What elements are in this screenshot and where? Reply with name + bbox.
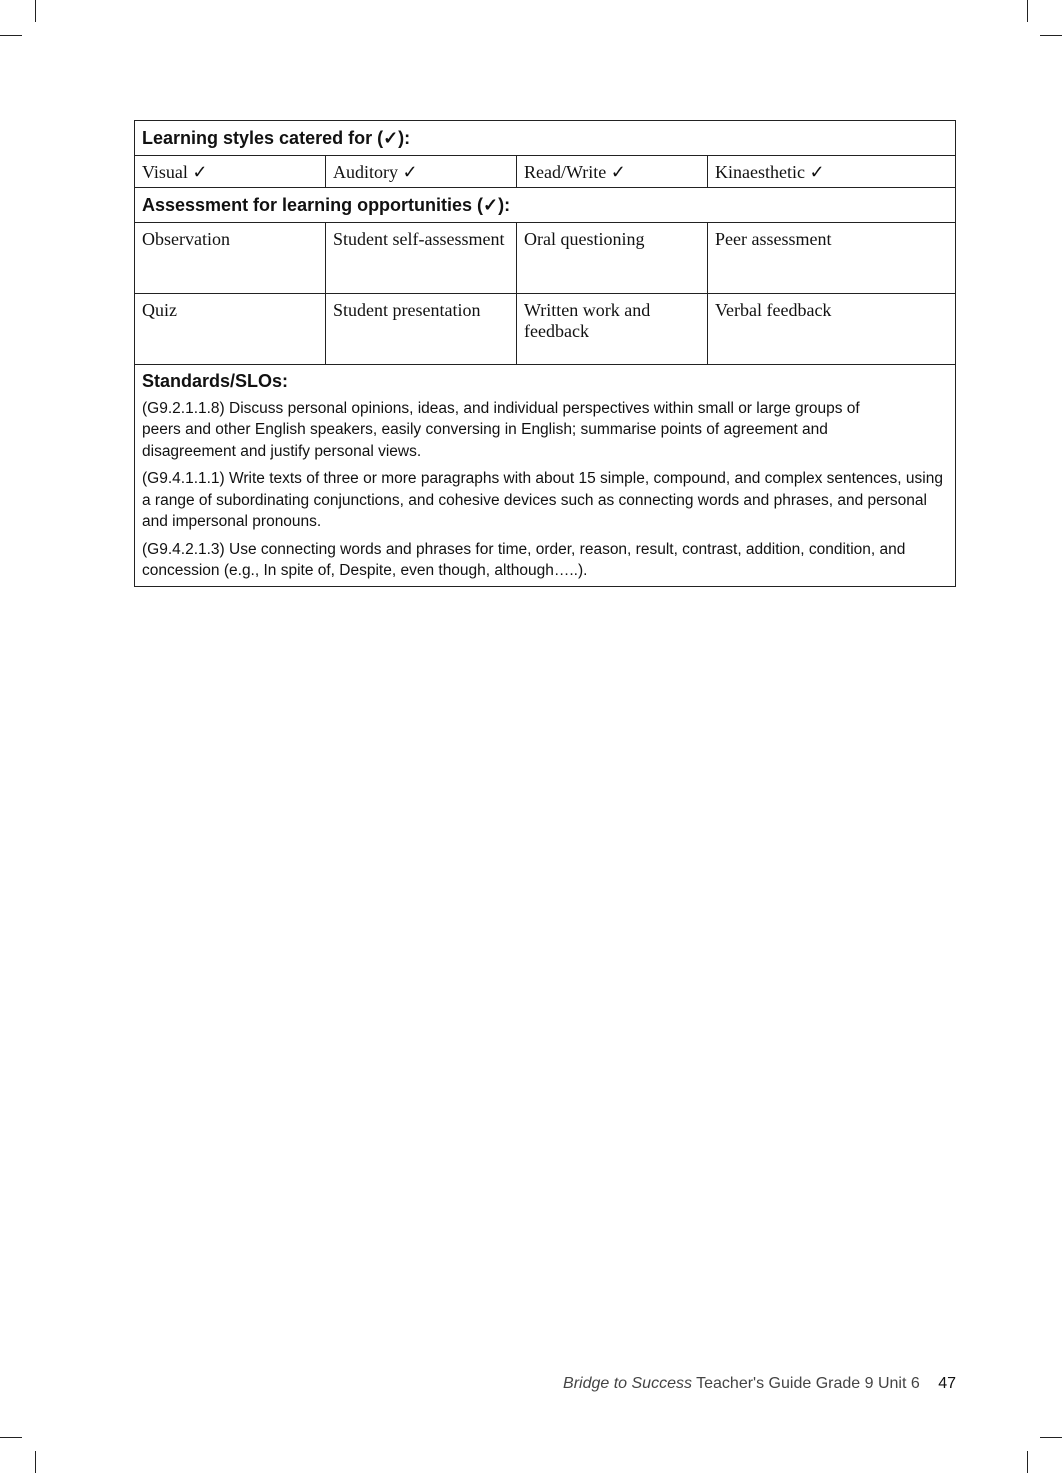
assessment-cell: Peer assessment xyxy=(708,223,956,294)
assessment-cell: Student presentation xyxy=(326,294,517,365)
page-number: 47 xyxy=(938,1375,956,1392)
assessment-cell: Quiz xyxy=(135,294,326,365)
crop-mark xyxy=(35,1451,36,1473)
standard-item: (G9.4.1.1.1) Write texts of three or more paragraphs with about 15 simple, compound, and complex sentences, using a range of subordinating conjunctions, and cohesive devices such as connecting words and phrases, and personal and impersonal pronouns. xyxy=(142,470,943,530)
page-footer xyxy=(563,1375,956,1393)
assessment-cell: Observation xyxy=(135,223,326,294)
standards-section xyxy=(135,365,956,587)
crop-mark xyxy=(1027,0,1028,22)
style-read-write: Read/Write ✓ xyxy=(517,156,708,188)
crop-mark xyxy=(1027,1451,1028,1473)
style-visual: Visual ✓ xyxy=(135,156,326,188)
style-auditory: Auditory ✓ xyxy=(326,156,517,188)
assessment-cell: Student self-assessment xyxy=(326,223,517,294)
crop-mark xyxy=(1040,35,1062,36)
standard-item: (G9.2.1.1.8) Discuss personal opinions, ideas, and individual perspectives within small or large groups of peers and other English speakers, easily conversing in English; summarise points of agreement and disagreement and justify personal views. xyxy=(142,399,860,460)
learning-styles-row xyxy=(135,156,956,188)
assessment-cell: Written work and feedback xyxy=(517,294,708,365)
book-title: Bridge to Success xyxy=(563,1375,692,1392)
assessment-row xyxy=(135,223,956,294)
assessment-row xyxy=(135,294,956,365)
learning-styles-heading: Learning styles catered for (✓): xyxy=(135,121,956,156)
standards-heading: Standards/SLOs: xyxy=(142,371,289,391)
crop-mark xyxy=(0,1437,22,1438)
standard-item: (G9.4.2.1.3) Use connecting words and phrases for time, order, reason, result, contrast, addition, condition, and concession (e.g., In spite of, Despite, even though, although…..). xyxy=(142,540,906,579)
assessment-cell: Verbal feedback xyxy=(708,294,956,365)
crop-mark xyxy=(0,35,22,36)
lesson-plan-table xyxy=(134,120,956,587)
style-kinaesthetic: Kinaesthetic ✓ xyxy=(708,156,956,188)
crop-mark xyxy=(1040,1437,1062,1438)
crop-mark xyxy=(35,0,36,22)
assessment-heading: Assessment for learning opportunities (✓): xyxy=(135,188,956,223)
assessment-cell: Oral questioning xyxy=(517,223,708,294)
footer-subtitle: Teacher's Guide Grade 9 Unit 6 xyxy=(696,1375,920,1392)
